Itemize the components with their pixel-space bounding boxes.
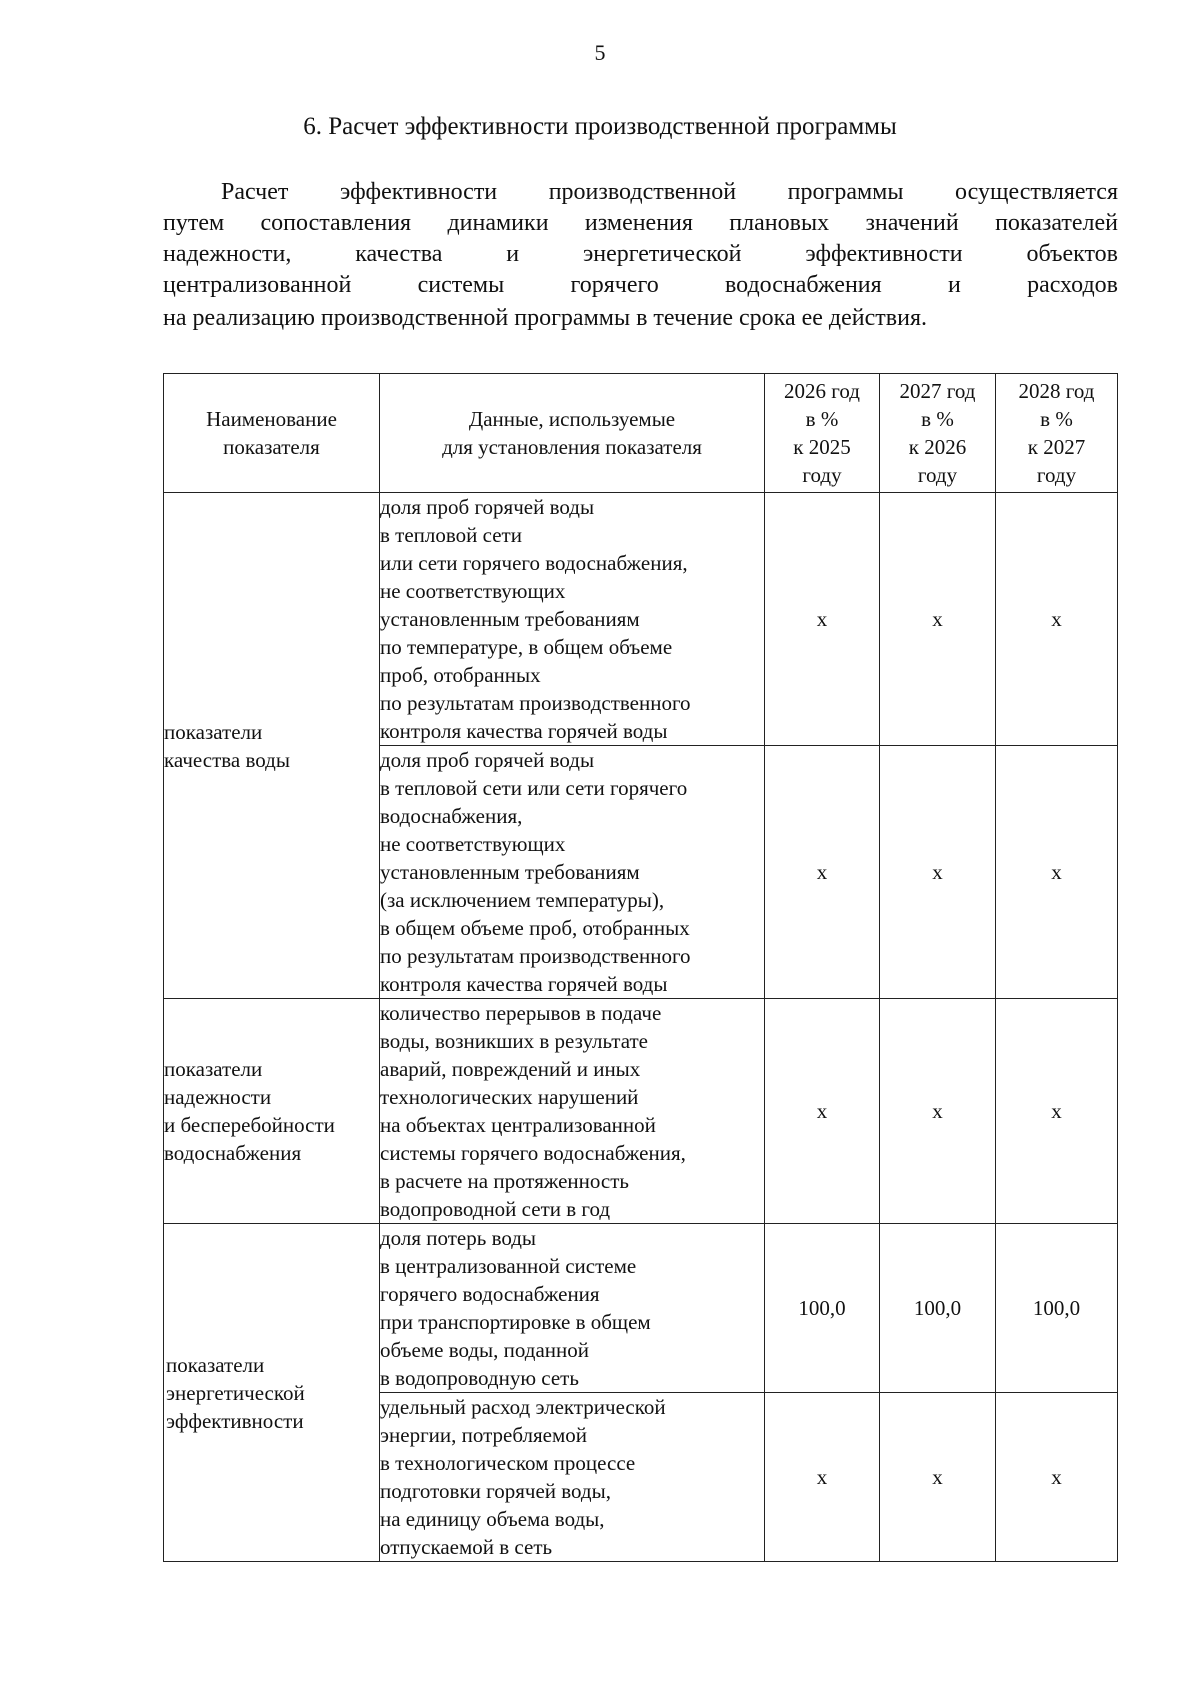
- table-row: [164, 999, 1118, 1224]
- intro-line: Расчет эффективности производственной программы осуществляется: [221, 179, 1118, 205]
- value-2027: х: [880, 493, 996, 746]
- data-cell: доля проб горячей воды в тепловой сети или сети горячего водоснабжения, не соответствующих установленным требованиям (за исключением температуры), в общем объеме проб, отобранных по результатам производственного контроля качества горячей воды: [380, 746, 765, 999]
- header-data-used: Данные, используемые для установления показателя: [380, 374, 765, 493]
- header-row: [164, 374, 1118, 493]
- data-cell: доля потерь воды в централизованной системе горячего водоснабжения при транспортировке в общем объеме воды, поданной в водопроводную сеть: [380, 1224, 765, 1393]
- value-2026: 100,0: [765, 1224, 880, 1393]
- value-2026: х: [765, 746, 880, 999]
- data-cell: количество перерывов в подаче воды, возникших в результате аварий, повреждений и иных технологических нарушений на объектах централизованной системы горячего водоснабжения, в расчете на протяженность водопроводной сети в год: [380, 999, 765, 1224]
- intro-line: надежности, качества и энергетической эффективности объектов: [163, 241, 1118, 267]
- indicator-group-quality: показатели качества воды: [164, 493, 380, 999]
- value-2028: х: [996, 493, 1118, 746]
- value-2028: х: [996, 746, 1118, 999]
- header-2026: 2026 год в % к 2025 году: [765, 374, 880, 493]
- value-2027: х: [880, 746, 996, 999]
- value-2027: 100,0: [880, 1224, 996, 1393]
- value-2026: х: [765, 1393, 880, 1562]
- intro-line-last: на реализацию производственной программы в течение срока ее действия.: [163, 305, 927, 331]
- indicator-group-reliability: показатели надежности и бесперебойности водоснабжения: [164, 999, 380, 1224]
- table-row: [164, 493, 1118, 746]
- value-2027: х: [880, 1393, 996, 1562]
- intro-line: централизованной системы горячего водоснабжения и расходов: [163, 272, 1118, 298]
- page-number: 5: [594, 40, 606, 65]
- data-cell: удельный расход электрической энергии, потребляемой в технологическом процессе подготовки горячей воды, на единицу объема воды, отпускаемой в сеть: [380, 1393, 765, 1562]
- header-indicator-name: Наименование показателя: [164, 374, 380, 493]
- table-row: [164, 1224, 1118, 1393]
- value-2026: х: [765, 999, 880, 1224]
- value-2028: 100,0: [996, 1224, 1118, 1393]
- data-cell: доля проб горячей воды в тепловой сети или сети горячего водоснабжения, не соответствующих установленным требованиям по температуре, в общем объеме проб, отобранных по результатам производственного контроля качества горячей воды: [380, 493, 765, 746]
- indicator-group-energy: показатели энергетической эффективности: [164, 1224, 380, 1562]
- value-2028: х: [996, 1393, 1118, 1562]
- header-2027: 2027 год в % к 2026 году: [880, 374, 996, 493]
- header-2028: 2028 год в % к 2027 году: [996, 374, 1118, 493]
- intro-line: путем сопоставления динамики изменения плановых значений показателей: [163, 210, 1118, 236]
- value-2026: х: [765, 493, 880, 746]
- value-2027: х: [880, 999, 996, 1224]
- section-title: 6. Расчет эффективности производственной программы: [303, 113, 897, 140]
- value-2028: х: [996, 999, 1118, 1224]
- efficiency-table: [163, 373, 1118, 1562]
